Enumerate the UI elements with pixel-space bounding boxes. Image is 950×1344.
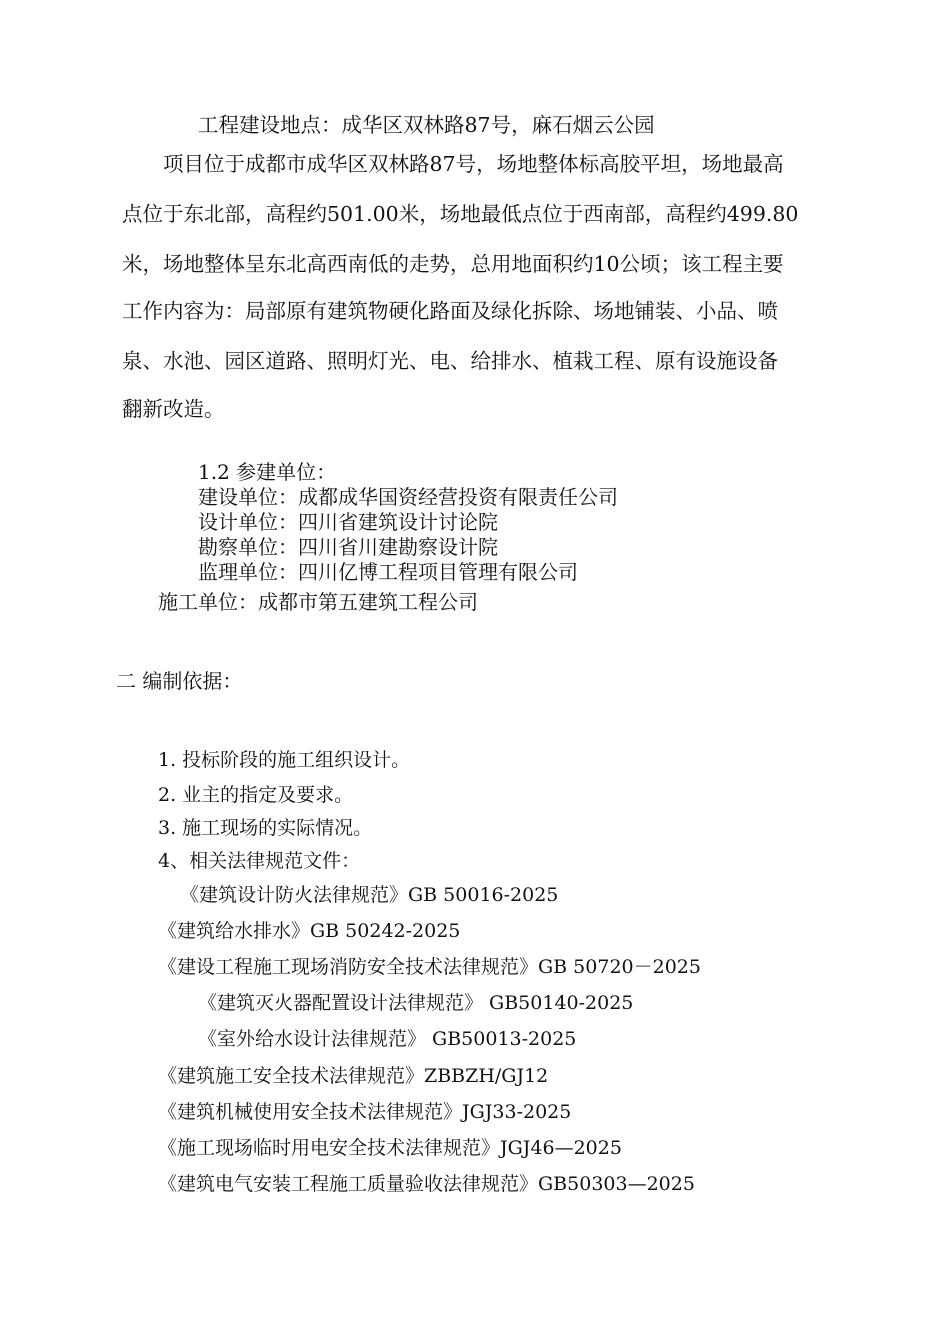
standard-item: 《建筑机械使用安全技术法律规范》JGJ33-2025 bbox=[158, 1101, 572, 1123]
standard-item: 《建筑给水排水》GB 50242-2025 bbox=[158, 920, 461, 942]
standard-item: 《室外给水设计法律规范》 GB50013-2025 bbox=[198, 1028, 577, 1050]
basis-heading: 二 编制依据： bbox=[116, 669, 243, 693]
description-line: 点位于东北部，高程约501.00米，场地最低点位于西南部，高程约499.80 bbox=[122, 202, 799, 226]
designer: 设计单位：四川省建筑设计讨论院 bbox=[198, 510, 498, 534]
standard-item: 《建设工程施工现场消防安全技术法律规范》GB 50720－2025 bbox=[158, 956, 701, 978]
standard-item: 《建筑灭火器配置设计法律规范》 GB50140-2025 bbox=[198, 992, 634, 1014]
surveyor: 勘察单位：四川省川建勘察设计院 bbox=[198, 535, 498, 559]
basis-item: 4、相关法律规范文件： bbox=[158, 850, 361, 872]
standard-item: 《建筑设计防火法律规范》GB 50016-2025 bbox=[180, 884, 559, 906]
description-line: 泉、水池、园区道路、照明灯光、电、给排水、植栽工程、原有设施设备 bbox=[122, 349, 778, 373]
basis-item: 2. 业主的指定及要求。 bbox=[158, 784, 354, 806]
standard-item: 《建筑施工安全技术法律规范》ZBBZH/GJ12 bbox=[158, 1065, 549, 1087]
construction-owner: 建设单位：成都成华国资经营投资有限责任公司 bbox=[198, 485, 618, 509]
standard-item: 《建筑电气安装工程施工质量验收法律规范》GB50303—2025 bbox=[158, 1173, 695, 1195]
description-line: 米，场地整体呈东北高西南低的走势，总用地面积约10公顷；该工程主要 bbox=[122, 252, 784, 276]
basis-item: 1. 投标阶段的施工组织设计。 bbox=[158, 749, 411, 771]
location-line: 工程建设地点：成华区双林路87号，麻石烟云公园 bbox=[198, 113, 655, 137]
description-line: 翻新改造。 bbox=[122, 397, 225, 421]
supervisor: 监理单位：四川亿博工程项目管理有限公司 bbox=[198, 560, 578, 584]
basis-item: 3. 施工现场的实际情况。 bbox=[158, 817, 373, 839]
description-line: 项目位于成都市成华区双林路87号，场地整体标高胶平坦，场地最高 bbox=[163, 152, 784, 176]
participants-heading: 1.2 参建单位： bbox=[198, 460, 337, 484]
contractor: 施工单位：成都市第五建筑工程公司 bbox=[158, 590, 478, 614]
description-line: 工作内容为：局部原有建筑物硬化路面及绿化拆除、场地铺装、小品、喷 bbox=[122, 299, 778, 323]
standard-item: 《施工现场临时用电安全技术法律规范》JGJ46—2025 bbox=[158, 1137, 622, 1159]
